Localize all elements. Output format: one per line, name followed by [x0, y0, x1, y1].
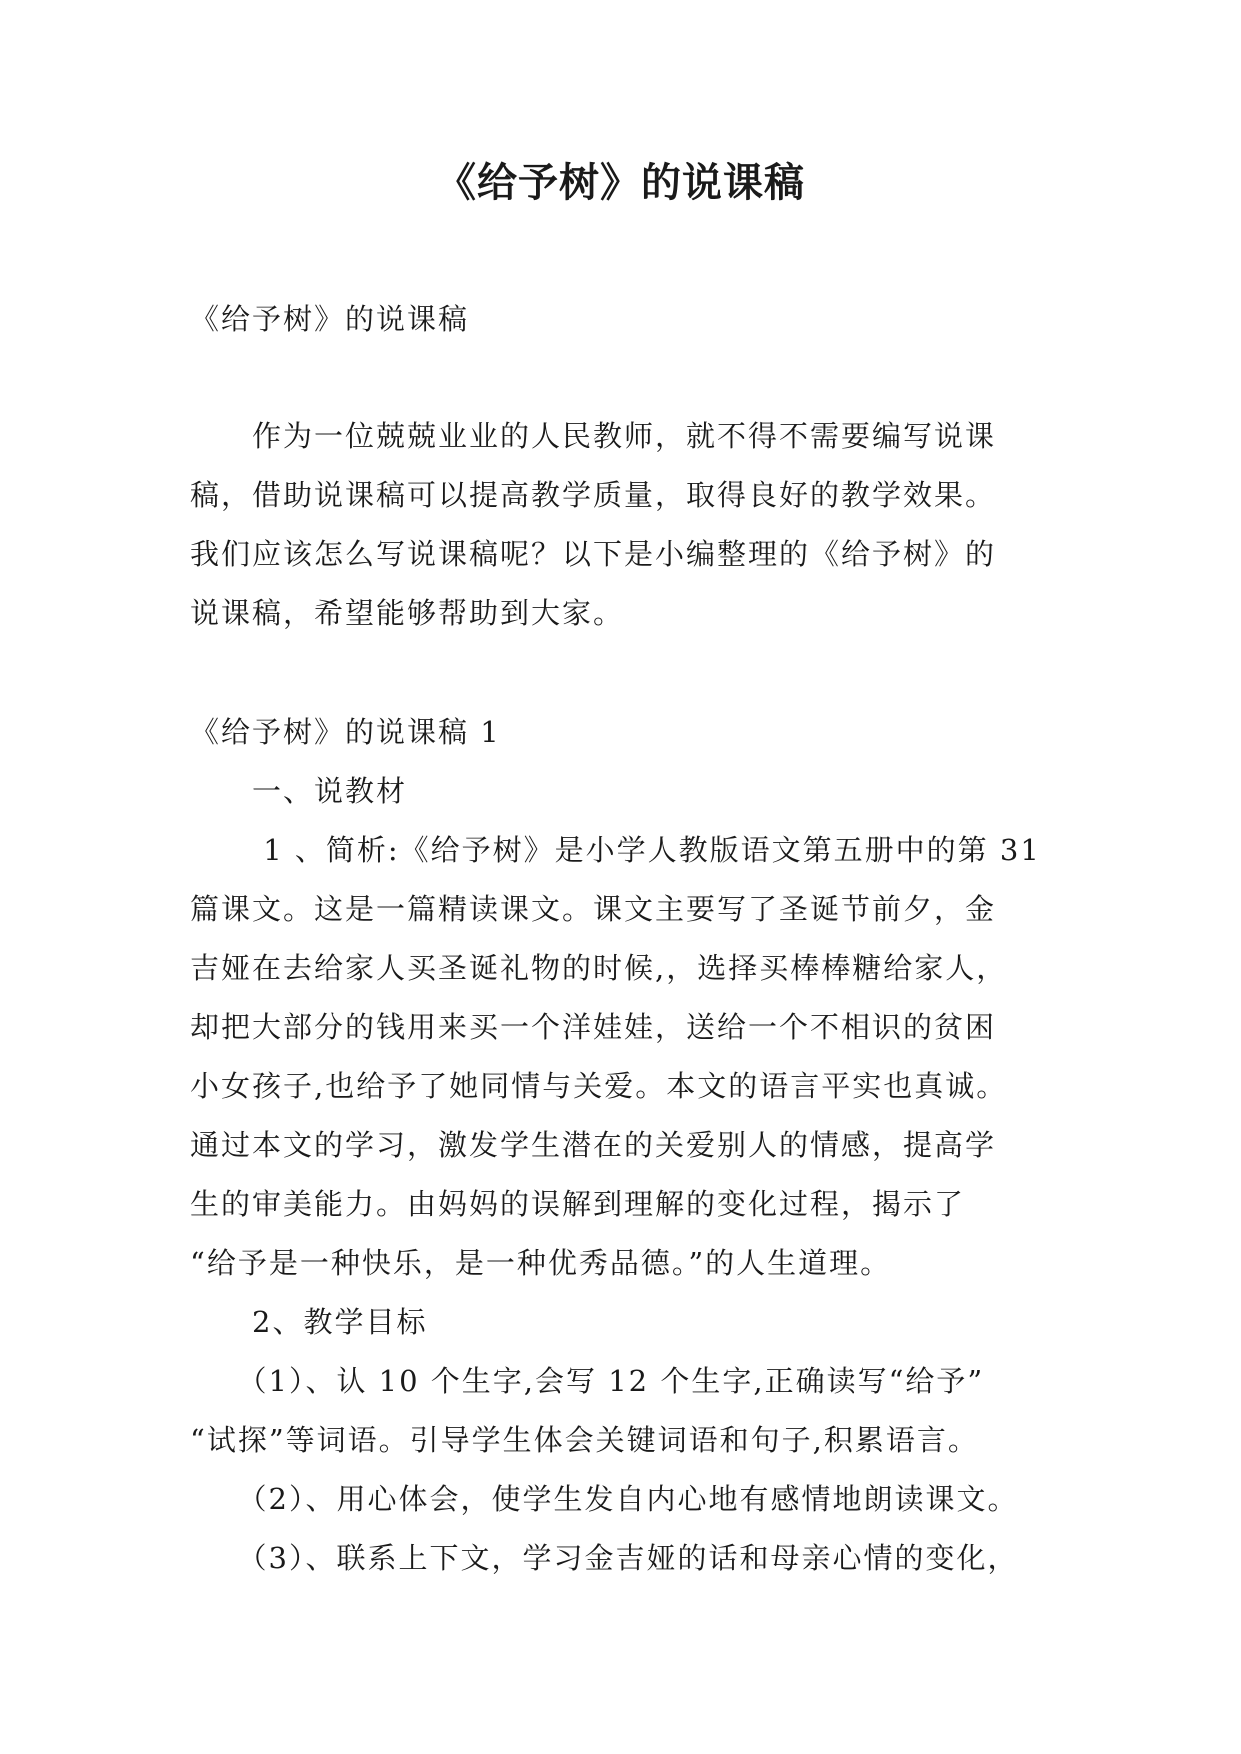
section-heading: 《给予树》的说课稿 1 — [190, 715, 501, 749]
subsection-heading: 2、教学目标 — [190, 1305, 428, 1339]
body-line: 吉娅在去给家人买圣诞礼物的时候,，选择买棒棒糖给家人， — [190, 951, 1008, 985]
subsection-heading: 一、说教材 — [190, 774, 408, 808]
body-line: 1 、简析:《给予树》是小学人教版语文第五册中的第 31 — [190, 833, 1041, 867]
body-line: 小女孩子,也给予了她同情与关爱。本文的语言平实也真诚。 — [190, 1069, 1008, 1103]
body-line: （3）、联系上下文，学习金吉娅的话和母亲心情的变化， — [190, 1541, 1019, 1575]
body-line: （2）、用心体会，使学生发自内心地有感情地朗读课文。 — [190, 1482, 1019, 1516]
body-line: 却把大部分的钱用来买一个洋娃娃，送给一个不相识的贫困 — [190, 1010, 997, 1044]
body-line: 生的审美能力。由妈妈的误解到理解的变化过程，揭示了 — [190, 1187, 966, 1221]
body-line: （1）、认 10 个生字,会写 12 个生字,正确读写“给予” — [190, 1364, 985, 1398]
body-line: “给予是一种快乐，是一种优秀品德。”的人生道理。 — [190, 1246, 892, 1280]
intro-line: 我们应该怎么写说课稿呢？以下是小编整理的《给予树》的 — [190, 537, 997, 571]
intro-line: 作为一位兢兢业业的人民教师，就不得不需要编写说课 — [190, 419, 997, 453]
document-subtitle — [190, 290, 1060, 349]
body-line: 通过本文的学习，激发学生潜在的关爱别人的情感，提高学 — [190, 1128, 997, 1162]
body-line: 篇课文。这是一篇精读课文。课文主要写了圣诞节前夕，金 — [190, 892, 997, 926]
body-line: “试探”等词语。引导学生体会关键词语和句子,积累语言。 — [190, 1423, 979, 1457]
document-title: 《给予树》的说课稿 — [436, 160, 805, 206]
intro-line: 稿，借助说课稿可以提高教学质量，取得良好的教学效果。 — [190, 478, 997, 512]
intro-paragraph — [190, 407, 1060, 643]
intro-line: 说课稿，希望能够帮助到大家。 — [190, 596, 625, 630]
section-1 — [190, 703, 1060, 1588]
subtitle-line: 《给予树》的说课稿 — [190, 302, 470, 336]
